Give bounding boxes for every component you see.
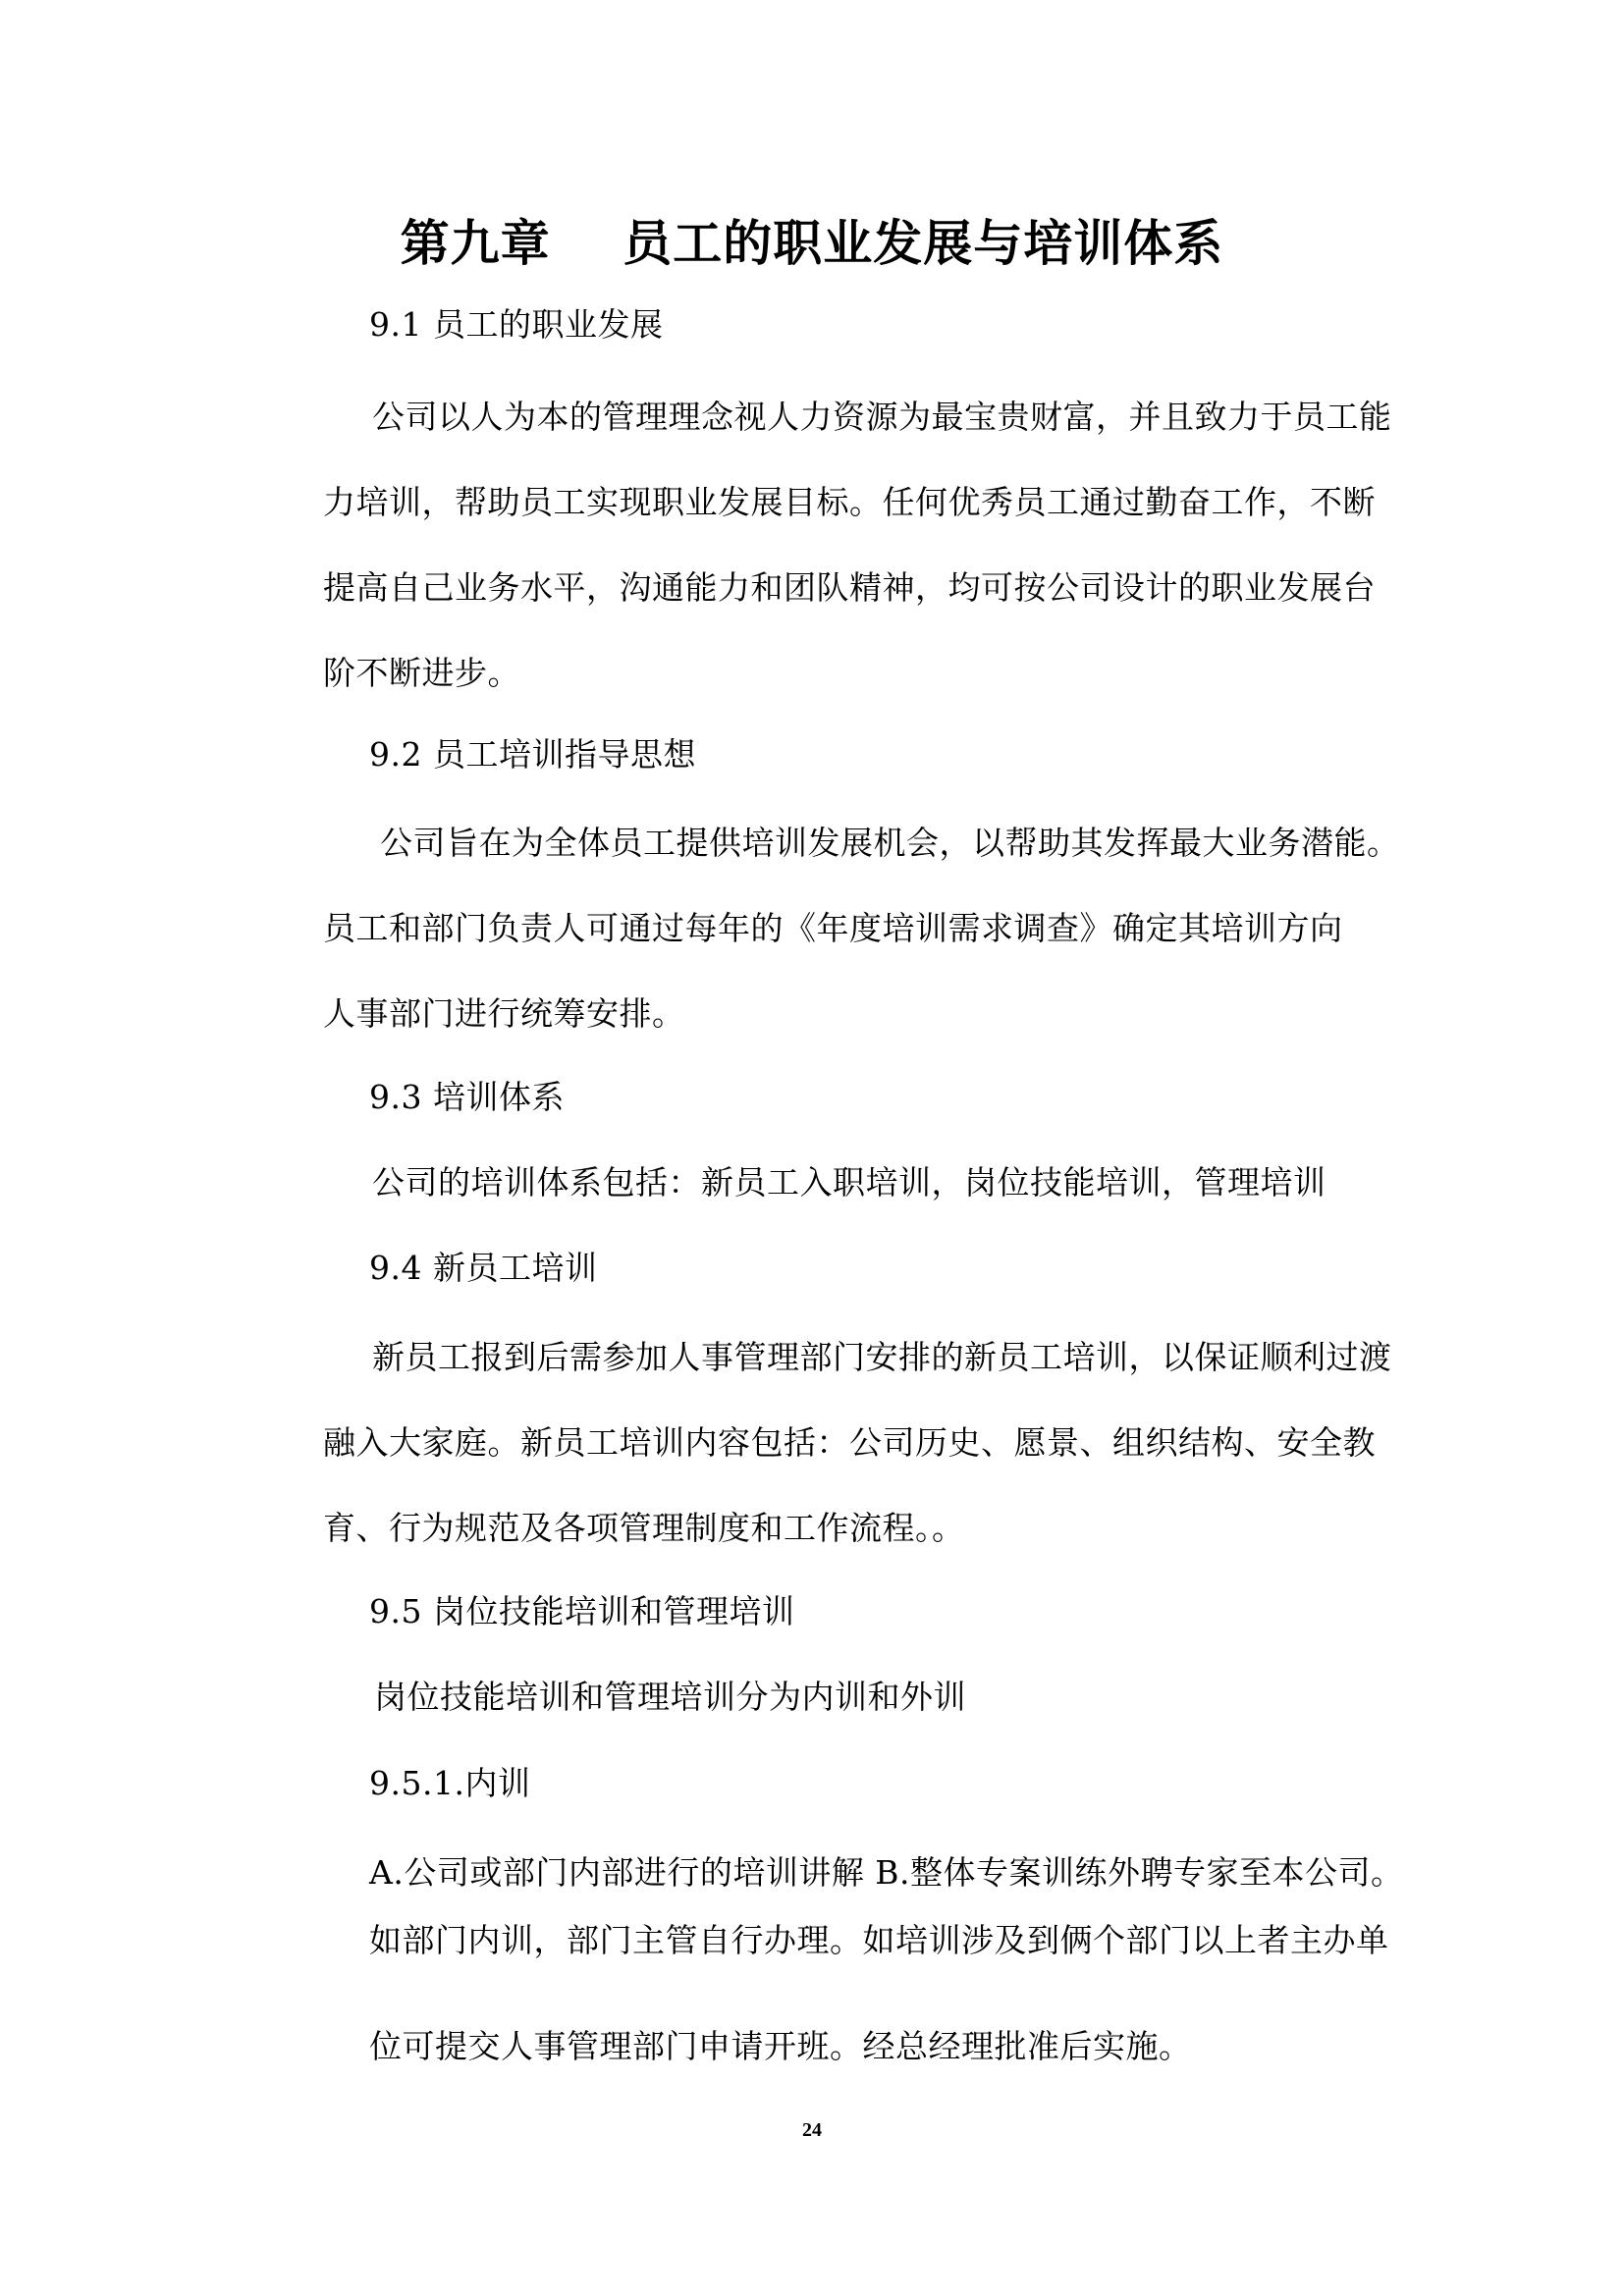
paragraph-line: 人事部门进行统筹安排。: [323, 994, 685, 1033]
paragraph-line: 力培训，帮助员工实现职业发展目标。任何优秀员工通过勤奋工作，不断: [323, 483, 1376, 521]
section-heading-9-1: 9.1 员工的职业发展: [369, 305, 664, 344]
paragraph-line: 公司以人为本的管理理念视人力资源为最宝贵财富，并且致力于员工能: [372, 398, 1392, 436]
chapter-title: 第九章 员工的职业发展与培训体系: [400, 215, 1224, 272]
section-heading-9-2: 9.2 员工培训指导思想: [369, 735, 696, 774]
paragraph-line: 提高自己业务水平，沟通能力和团队精神，均可按公司设计的职业发展台: [323, 568, 1376, 607]
paragraph-line: 阶不断进步。: [323, 654, 520, 692]
paragraph-line: 位可提交人事管理部门申请开班。经总经理批准后实施。: [369, 2027, 1192, 2065]
page-number: 24: [802, 2119, 822, 2141]
paragraph-line: 员工和部门负责人可通过每年的《年度培训需求调查》确定其培训方向: [323, 909, 1343, 947]
paragraph-line: 岗位技能培训和管理培训分为内训和外训: [374, 1678, 966, 1716]
section-heading-9-5-1: 9.5.1.内训: [369, 1764, 531, 1802]
section-heading-9-4: 9.4 新员工培训: [369, 1249, 598, 1287]
section-heading-9-5: 9.5 岗位技能培训和管理培训: [369, 1592, 795, 1630]
section-heading-9-3: 9.3 培训体系: [369, 1078, 565, 1116]
paragraph-line: 新员工报到后需参加人事管理部门安排的新员工培训，以保证顺利过渡: [372, 1338, 1392, 1376]
paragraph-line: 公司旨在为全体员工提供培训发展机会，以帮助其发挥最大业务潜能。: [380, 824, 1400, 862]
paragraph-line: 育、行为规范及各项管理制度和工作流程。。: [323, 1509, 965, 1547]
paragraph-line: A.公司或部门内部进行的培训讲解 B.整体专案训练外聘专家至本公司。: [369, 1853, 1404, 1892]
paragraph-line: 如部门内训，部门主管自行办理。如培训涉及到俩个部门以上者主办单: [369, 1921, 1389, 1959]
paragraph-line: 公司的培训体系包括：新员工入职培训，岗位技能培训，管理培训: [372, 1163, 1326, 1201]
paragraph-line: 融入大家庭。新员工培训内容包括：公司历史、愿景、组织结构、安全教: [323, 1423, 1376, 1462]
